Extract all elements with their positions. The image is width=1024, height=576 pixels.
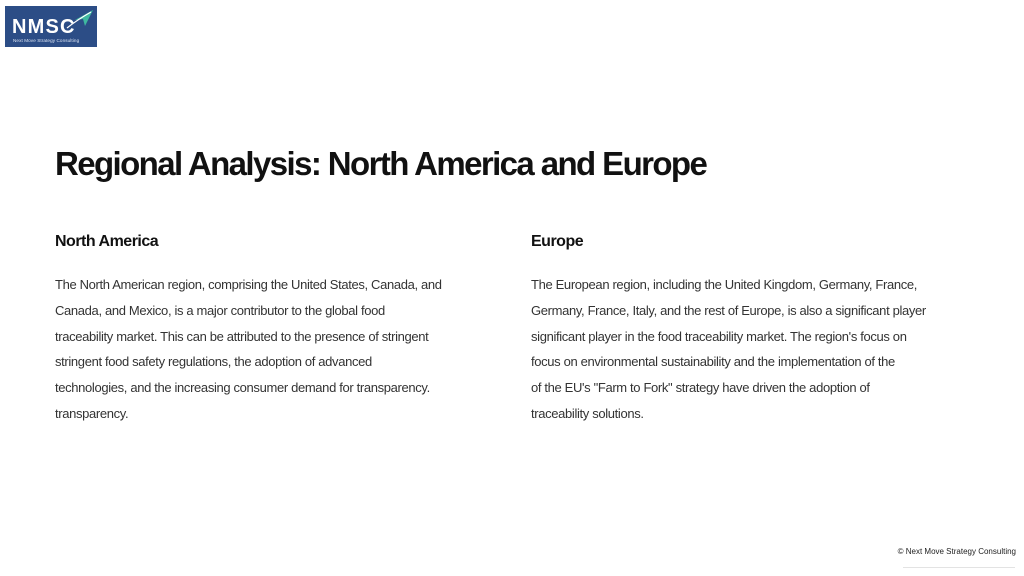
section-body	[531, 272, 971, 427]
body-line: significant player in the food traceability market. The region's focus on	[531, 328, 907, 344]
body-line: Germany, France, Italy, and the rest of Europe, is also a significant player	[531, 302, 926, 318]
body-line: Canada, and Mexico, is a major contributor to the global food	[55, 302, 385, 318]
section-europe	[531, 230, 971, 421]
body-line: The European region, including the United Kingdom, Germany, France,	[531, 277, 918, 292]
section-body	[55, 272, 495, 427]
section-north-america	[55, 230, 495, 421]
section-heading: North America	[55, 233, 159, 250]
page-title: Regional Analysis: North America and Europe	[55, 145, 707, 182]
section-heading: Europe	[531, 233, 584, 250]
company-logo	[5, 6, 97, 47]
body-line: technologies, and the increasing consumer demand for transparency.	[55, 380, 430, 396]
body-line: The North American region, comprising the United States, Canada, and	[55, 277, 442, 292]
logo-wordmark: NMSC	[12, 16, 76, 38]
body-line: transparency.	[55, 405, 129, 421]
copyright-footer: © Next Move Strategy Consulting	[897, 547, 1016, 556]
body-line: focus on environmental sustainability and the implementation of the	[531, 354, 895, 370]
footer-divider	[903, 567, 1015, 568]
body-line: of the EU's "Farm to Fork" strategy have driven the adoption of	[531, 380, 870, 396]
logo-tagline: Next Move Strategy Consulting	[13, 38, 80, 43]
body-line: traceability market. This can be attributed to the presence of stringent	[55, 328, 429, 344]
body-line: stringent food safety regulations, the adoption of advanced	[55, 354, 372, 370]
body-line: traceability solutions.	[531, 405, 644, 421]
